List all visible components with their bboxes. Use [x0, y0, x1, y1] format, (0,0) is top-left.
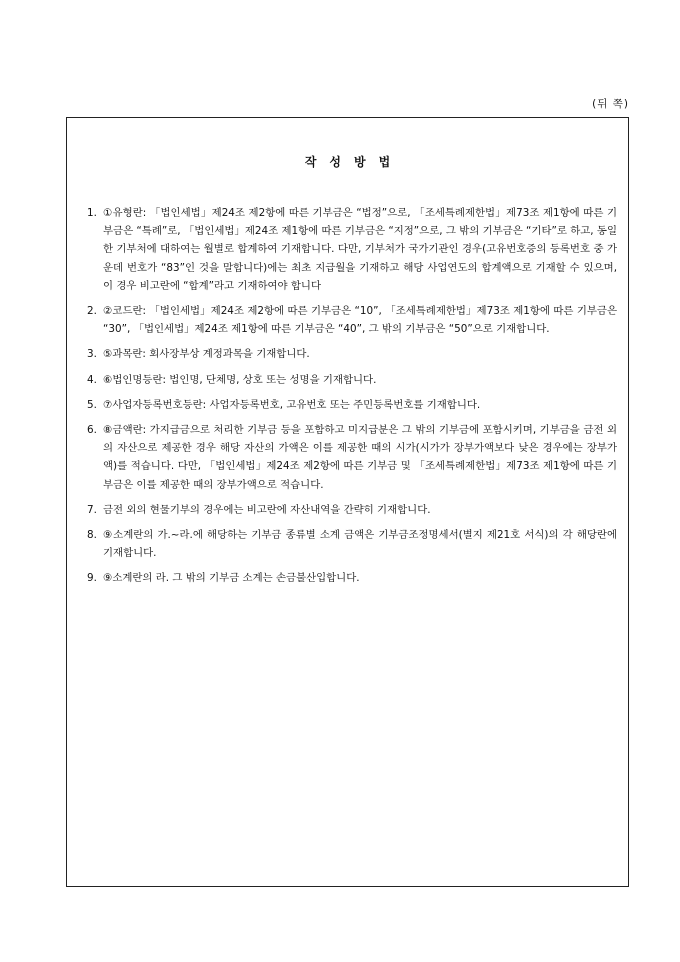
instruction-item-4	[87, 371, 617, 389]
page-title: 작성방법	[304, 155, 404, 169]
item-text: ⑤과목란: 회사장부상 계정과목을 기재합니다.	[103, 348, 310, 361]
item-text: ②코드란: 「법인세법」제24조 제2항에 따른 기부금은 “10”, 「조세특례제한법」제73조 제1항에 따른 기부금은 “30”, 「법인세법」제24조 제1항에 따른 기부금은 “40”, 그 밖의 기부금은 “50”으로 기재합니다.	[103, 305, 617, 336]
item-number: 6.	[87, 424, 97, 437]
item-number: 2.	[87, 305, 97, 318]
item-number: 1.	[87, 207, 97, 219]
instruction-item-1	[87, 204, 617, 295]
instruction-item-8	[87, 526, 617, 562]
item-text: ⑨소계란의 가.~라.에 해당하는 기부금 종류별 소계 금액은 기부금조정명세서(별지 제21호 서식)의 각 해당란에 기재합니다.	[103, 529, 617, 560]
item-text: ⑨소계란의 라. 그 밖의 기부금 소계는 손금불산입합니다.	[103, 572, 360, 585]
instruction-item-5	[87, 396, 617, 414]
item-number: 3.	[87, 348, 97, 361]
instruction-item-3	[87, 345, 617, 363]
item-number: 5.	[87, 398, 97, 411]
item-text: 금전 외의 현물기부의 경우에는 비고란에 자산내역을 간략히 기재합니다.	[103, 503, 431, 516]
item-text: ⑥법인명등란: 법인명, 단체명, 상호 또는 성명을 기재합니다.	[103, 373, 377, 386]
item-text: ⑦사업자등록번호등란: 사업자등록번호, 고유번호 또는 주민등록번호를 기재합니다.	[103, 398, 481, 411]
item-text: ⑧금액란: 가지급금으로 처리한 기부금 등을 포함하고 미지급분은 그 밖의 기부금에 포함시키며, 기부금을 금전 외의 자산으로 제공한 경우 해당 자산의 가액은 이를 제공한 때의 시가(시가가 장부가액보다 낮은 경우에는 장부가액)를 적습니다. 다만, 「법인세법」제24조 제2항에 따른 기부금 및 「조세특례제한법」제73조 제1항에 따른 기부금은 이를 제공한 때의 장부가액으로 적습니다.	[103, 424, 617, 491]
item-number: 9.	[87, 572, 97, 585]
item-text: ①유형란: 「법인세법」제24조 제2항에 따른 기부금은 “법정”으로, 「조세특례제한법」제73조 제1항에 따른 기부금은 “특례”로, 「법인세법」제24조 제1항에 따른 기부금은 “지정”으로, 그 밖의 기부금은 “기타”로 하고, 동일한 기부처에 대하여는 월별로 합계하여 기재합니다. 다만, 기부처가 국가기관인 경우(고유번호증의 등록번호 중 가운데 번호가 “83”인 것을 말합니다)에는 최초 지급월을 기재하고 해당 사업연도의 합계액으로 기재할 수 있으며, 이 경우 비고란에 “합계”라고 기재하여야 합니다	[103, 207, 617, 292]
page-side-label: (뒤 쪽)	[592, 98, 629, 110]
instruction-item-9	[87, 569, 617, 587]
instruction-item-2	[87, 302, 617, 338]
instruction-item-7	[87, 501, 617, 519]
item-number: 7.	[87, 503, 97, 516]
instruction-item-6	[87, 421, 617, 494]
item-number: 4.	[87, 373, 97, 386]
instructions-box	[66, 117, 629, 887]
instruction-list	[87, 204, 617, 595]
item-number: 8.	[87, 529, 97, 542]
